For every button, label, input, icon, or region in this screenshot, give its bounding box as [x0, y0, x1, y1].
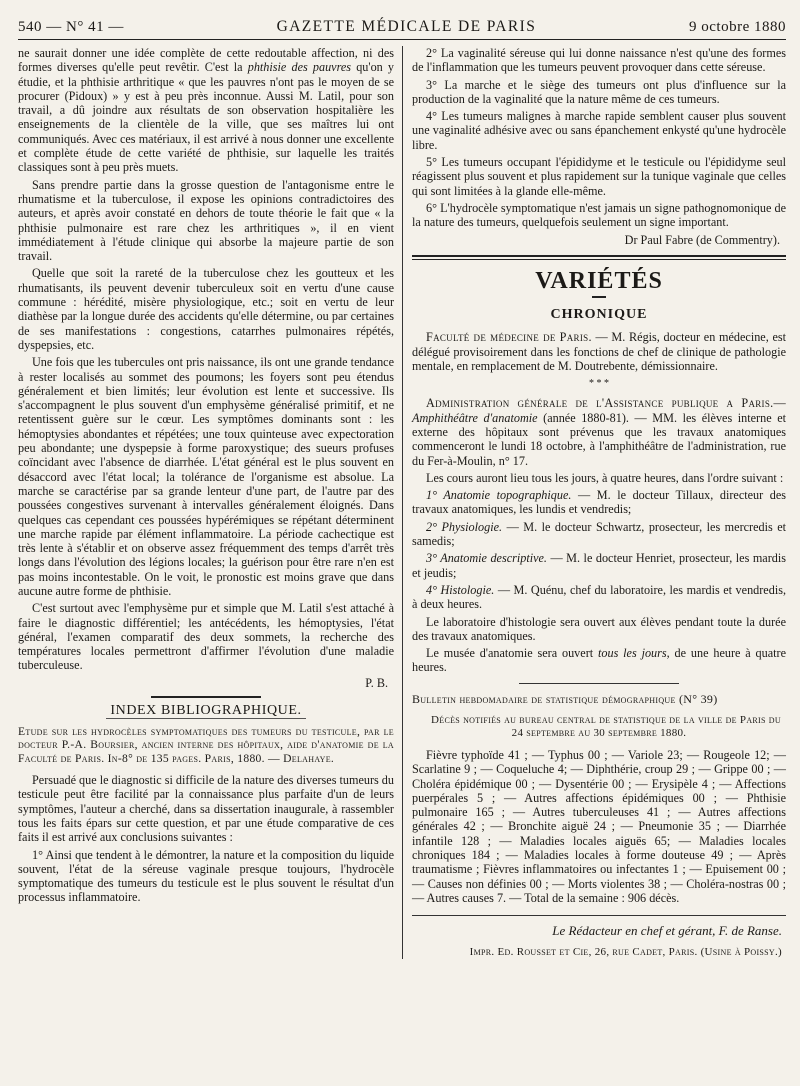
page-header: [18, 18, 786, 40]
paragraph: 1° Ainsi que tendent à le démontrer, la nature et la composition du liquide souvent, l'état de la séreuse vaginale presque toujours, l'hydrocèle symptomatique des tumeurs du testicule est le plus souvent le résultat d'un processus inflammatoire.: [18, 847, 394, 905]
conclusion-item: 5° Les tumeurs occupant l'épididyme et le testicule ou l'épididyme seul réagissent plus souvent et plus rapidement sur la tunique vaginale que celles qui sont limitées à la glande elle-même.: [412, 155, 786, 198]
article-signature: P. B.: [365, 675, 388, 690]
course-item: 2° Physiologie. — M. le docteur Schwartz, prosecteur, les mercredis et samedis;: [412, 519, 787, 549]
conclusion-item: 3° La marche et le siège des tumeurs ont plus d'influence sur la production de la vaginalité que la nature même de ces tumeurs.: [412, 77, 786, 106]
divider: [412, 915, 786, 916]
course-item: 4° Histologie. — M. Quénu, chef du laboratoire, les mardis et vendredis, à deux heures.: [412, 582, 786, 612]
journal-title: GAZETTE MÉDICALE DE PARIS: [276, 18, 537, 35]
bulletin-title: Bulletin hebdomadaire de statistique démographique (N° 39): [412, 691, 718, 706]
divider: [151, 696, 261, 698]
conclusion-item: 6° L'hydrocèle symptomatique n'est jamais un signe pathognomonique de la nature des tumeurs, quelquefois seulement un signe important.: [412, 200, 786, 230]
editor-credit: Le Rédacteur en chef et gérant, F. de Ranse.: [552, 923, 782, 939]
subsection-title: CHRONIQUE: [550, 307, 648, 323]
news-item: Administration générale de l'Assistance publique a Paris.— Amphithéâtre d'anatomie (année 1880-81). — MM. les élèves interne et externe des hôpitaux sont prévenus que les travaux anatomiques commenceront le lundi 18 octobre, à l'amphithéâtre de l'administration, rue du Fer-à-Moulin, n° 17.: [412, 396, 787, 468]
two-column-body: [18, 46, 786, 959]
paragraph: Persuadé que le diagnostic si difficile de la nature des diverses tumeurs du testicule peut être facilité par la connaissance plus parfaite d'un de leurs symptômes, l'auteur a cherché, dans sa dissertation inaugurale, à rassembler tous les faits épars sur cette question, et par une étude comparative de ces faits il est arrivé aux conclusions suivantes :: [18, 773, 394, 845]
paragraph: Le musée d'anatomie sera ouvert tous les jours, de une heure à quatre heures.: [412, 646, 787, 675]
bulletin-subtitle: Décès notifiés au bureau central de statistique de la ville de Paris du 24 septembre au 30 septembre 1880.: [431, 713, 781, 739]
section-title: INDEX BIBLIOGRAPHIQUE.: [106, 704, 306, 719]
divider: [412, 255, 786, 260]
bibliographic-reference: Etude sur les hydrocèles symptomatiques des tumeurs du testicule, par le docteur P.-A. Boursier, ancien interne des hôpitaux, aide d'anatomie de la Faculté de Paris. In-8° de 135 pages. Paris, 1880. — Delahaye.: [18, 724, 394, 765]
statistics-text: Fièvre typhoïde 41 ; — Typhus 00 ; — Variole 23; — Rougeole 12; — Scarlatine 9 ; — Coqueluche 4; — Diphthérie, croup 29 ; — Grippe 00 ; — Choléra épidémique 00 ; — Dysentérie 00 ; — Erysipèle 4 ; — Affections puerpérales 5 ; — Autres affections épidémiques 00 ; — Phthisie pulmonaire 165 ; — Autres tuberculeuses 41 ; — Autres affections générales 42 ; — Bronchite aiguë 24 ; — Pneumonie 35 ; — Diarrhée infantile 128 ; — Maladies locales aiguës 65; — Maladies locales chroniques 184 ; — Maladies locales à forme douteuse 49 ; — Après traumatisme ; Fièvres inflammatoires ou infectantes 1 ; — Epuisement 00 ; — Causes non définies 00 ; — Morts violentes 38 ; — Choléra-nostras 00 ; — Autres causes 7. — Total de la semaine : 906 décès.: [412, 747, 786, 905]
page-number: 540 — N° 41 —: [18, 19, 124, 35]
paragraph: Sans prendre partie dans la grosse question de l'antagonisme entre le rhumatisme et la tuberculose, il expose les opinions contradictoires des auteurs, et après avoir constaté en dehors de toute théorie le fait que « la phthisie pulmonaire est rare chez les arthritiques », il en vient immédiatement à l'étude clinique qui absorbe la majeure partie de son travail.: [18, 177, 394, 264]
paragraph: Le laboratoire d'histologie sera ouvert aux élèves pendant toute la durée des travaux anatomiques.: [412, 614, 786, 643]
left-column: [18, 46, 403, 959]
news-item: Faculté de médecine de Paris. — M. Régis, docteur en médecine, est délégué provisoirement dans les fonctions de chef de clinique de pathologie mentale, en remplacement de M. Doutrebente, démissionnaire.: [412, 330, 787, 374]
conclusion-item: 2° La vaginalité séreuse qui lui donne naissance n'est qu'une des formes de l'inflammation que les tumeurs peuvent provoquer dans cette séreuse.: [412, 46, 786, 75]
issue-date: 9 octobre 1880: [689, 19, 786, 35]
section-title: VARIÉTÉS: [535, 267, 663, 294]
right-column: [403, 46, 786, 959]
paragraph: Les cours auront lieu tous les jours, à quatre heures, dans l'ordre suivant :: [426, 470, 784, 485]
paragraph: C'est surtout avec l'emphysème pur et simple que M. Latil s'est attaché à faire le diagnostic différentiel; les antécédents, les hémoptysies, l'état général, l'examen comparatif des deux sommets, la recherche des températures locales permettront d'affirmer l'évolution d'une maladie tuberculeuse.: [18, 601, 394, 673]
course-item: 1° Anatomie topographique. — M. le docteur Tillaux, directeur des travaux anatomiques, les lundis et vendredis;: [412, 488, 786, 517]
paragraph: ne saurait donner une idée complète de cette redoutable affection, ni des formes diverses qu'elle peut revêtir. C'est la phthisie des pauvres qu'on y étudie, et la phthisie arthritique « que les pauvres n'ont pas le moyen de se procurer (Pidoux) » y est à peu près inconnue. Aussi M. Latil, pour son travail, a dû joindre aux résultats de son observation hospitalière les enseignements de la clientèle de la ville, que ses maîtres lui ont communiqués. Avec ces matériaux, il est arrivé à nous donner une excellente et complète étude de cette variété de phthisie, sur laquelle les traités classiques sont à peu près muets.: [18, 46, 395, 175]
paragraph: Quelle que soit la rareté de la tuberculose chez les goutteux et les rhumatisants, ils peuvent devenir tuberculeux soit en vertu d'une cause commune : hérédité, misère physiologique, etc.; soit en vertu de leur diathèse par la longue durée des accidents qu'elle détermine, ou par certaines de ses manifestations : congestions, catarrhes pulmonaires répétés, dyspepsies, etc.: [18, 266, 394, 352]
course-item: 3° Anatomie descriptive. — M. le docteur Henriet, prosecteur, les mardis et jeudis;: [412, 551, 786, 580]
printer-credit: Impr. Ed. Rousset et Cie, 26, rue Cadet, Paris. (Usine à Poissy.): [469, 945, 782, 958]
paragraph: Une fois que les tubercules ont pris naissance, ils ont une grande tendance à rester localisés au sommet des poumons; les foyers sont peu étendus généralement et bien limités; leur évolution est lente et successive. Ils s'accompagnent le plus souvent d'un emphysème généralisé primitif, et ne retentissent guère sur le cœur. Les symptômes dominants sont : les hémoptysies abondantes et répétées; une toux quinteuse avec expectoration peu abondante; une dyspepsie à forme paroxystique; des sueurs profuses coïncidant avec l'absence de diarrhée. L'état général est le plus souvent en désaccord avec l'état local; la tolérance de l'organisme est absolue. La marche se caractérise par sa grande lenteur d'une part, de l'autre par des poussées congestives survenant à intervalles généralement éloignés. Dans quelques cas cependant ces poussées hypérémiques se répétant déterminent une marche rapide par élément inflammatoire. La période cachectique est très lente à s'établir et on observe assez fréquemment des temps d'arrêt très longs dans l'évolution des légions locales; la guérison pour être rare n'en est pas moins incontestable. On le voit, le pronostic est moins grave que dans aucune autre forme de phthisie.: [18, 355, 394, 598]
divider: [519, 683, 679, 684]
article-signature: Dr Paul Fabre (de Commentry).: [624, 232, 780, 247]
separator-stars: * * *: [589, 378, 609, 390]
divider: [592, 296, 606, 298]
conclusion-item: 4° Les tumeurs malignes à marche rapide semblent causer plus souvent une vaginalité adhésive avec ou sans épanchement enkysté qu'une hydrocèle libre.: [412, 109, 786, 152]
